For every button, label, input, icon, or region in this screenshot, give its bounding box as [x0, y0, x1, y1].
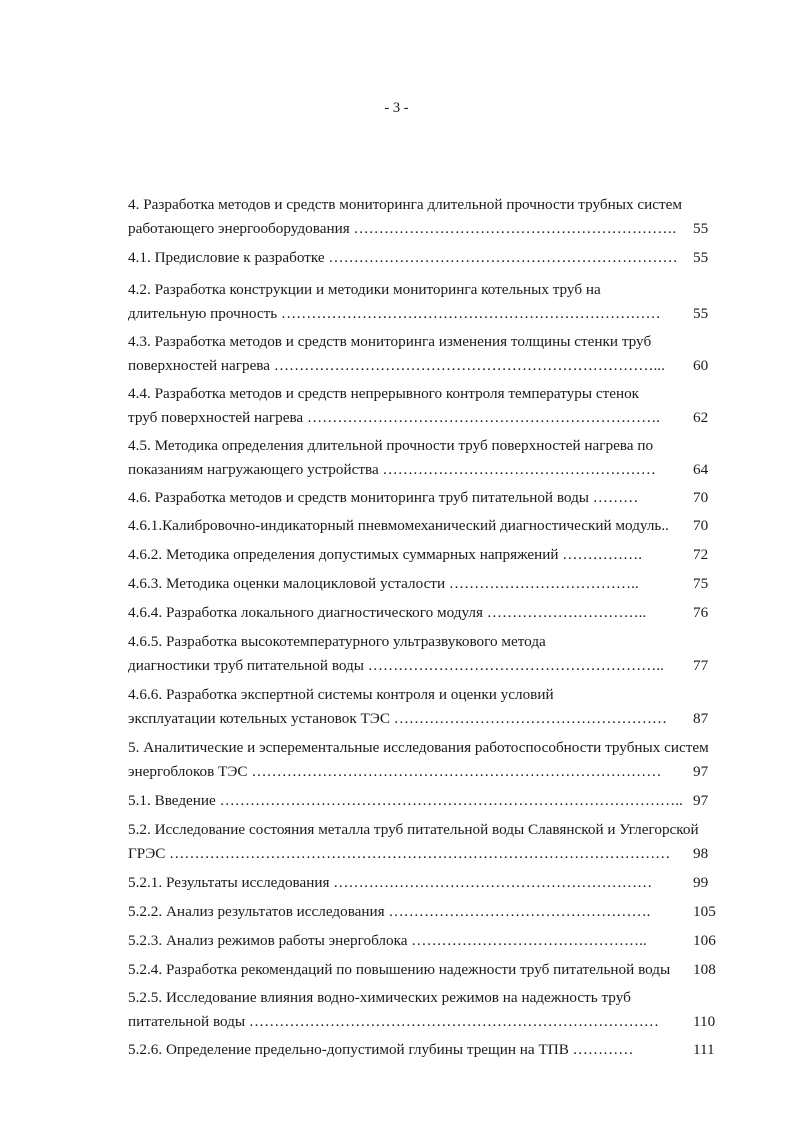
toc-entry[interactable]: [128, 543, 734, 567]
toc-entry[interactable]: [128, 486, 734, 510]
toc-entry-text: 4.6. Разработка методов и средств мониторинга труб питательной воды ………: [128, 489, 639, 506]
toc-page-number: 97: [693, 763, 709, 780]
toc-entry-text: 5.2.3. Анализ режимов работы энергоблока ………………………………………..: [128, 932, 647, 949]
toc-entry-text: 4.5. Методика определения длительной прочности труб поверхностей нагрева по: [128, 437, 654, 454]
toc-page-number: 64: [693, 461, 709, 478]
toc-entry-text: труб поверхностей нагрева …………………………………………………………….: [128, 409, 661, 426]
toc-entry-text: 5.2.5. Исследование влияния водно-химических режимов на надежность труб: [128, 989, 631, 1006]
toc-entry[interactable]: [128, 958, 734, 982]
toc-page-number: 55: [693, 220, 709, 237]
toc-page-number: 55: [693, 305, 709, 322]
toc-page-number: 106: [693, 932, 716, 949]
toc-entry[interactable]: [128, 818, 734, 866]
toc-page-number: 70: [693, 489, 709, 506]
toc-entry[interactable]: [128, 572, 734, 596]
toc-entry-text: 4.1. Предисловие к разработке ……………………………………………………………: [128, 249, 678, 266]
toc-entry-text: 4.6.2. Методика определения допустимых суммарных напряжений …………….: [128, 546, 643, 563]
toc-entry-text: 5.2.4. Разработка рекомендаций по повышению надежности труб питательной воды: [128, 961, 671, 978]
toc-page-number: 108: [693, 961, 716, 978]
toc-page-number: 97: [693, 792, 709, 809]
toc-entry[interactable]: [128, 789, 734, 813]
page-number: - 3 -: [384, 100, 409, 116]
toc-entry-text: 4.3. Разработка методов и средств мониторинга изменения толщины стенки труб: [128, 333, 652, 350]
toc-entry-text: 5.2.6. Определение предельно-допустимой глубины трещин на ТПВ …………: [128, 1041, 634, 1058]
toc-entry-text: эксплуатации котельных установок ТЭС ………………………………………………: [128, 710, 668, 727]
toc-entry[interactable]: [128, 434, 734, 482]
toc-entry-text: 4. Разработка методов и средств мониторинга длительной прочности трубных систем: [128, 196, 682, 213]
toc-entry[interactable]: [128, 601, 734, 625]
toc-entry-text: 4.4. Разработка методов и средств непрерывного контроля температуры стенок: [128, 385, 640, 402]
toc-entry[interactable]: [128, 330, 734, 378]
toc-entry[interactable]: [128, 514, 734, 538]
toc-entry-text: 4.6.4. Разработка локального диагностического модуля …………………………..: [128, 604, 647, 621]
toc-entry-text: 4.2. Разработка конструкции и методики мониторинга котельных труб на: [128, 281, 601, 298]
toc-entry[interactable]: [128, 683, 734, 731]
toc-entry[interactable]: [128, 278, 734, 326]
toc-entry[interactable]: [128, 193, 734, 241]
toc-entry-text: 5.2.2. Анализ результатов исследования …………………………………………….: [128, 903, 651, 920]
toc-page-number: 98: [693, 845, 709, 862]
toc-entry-text: длительную прочность …………………………………………………………………: [128, 305, 661, 322]
toc-entry-text: 4.6.5. Разработка высокотемпературного ультразвукового метода: [128, 633, 546, 650]
toc-page-number: 76: [693, 604, 709, 621]
toc-page-number: 110: [693, 1013, 716, 1030]
toc-page-number: 75: [693, 575, 709, 592]
toc-page-number: 55: [693, 249, 709, 266]
toc-entry[interactable]: [128, 382, 734, 430]
toc-page-number: 105: [693, 903, 716, 920]
toc-entry[interactable]: [128, 1038, 734, 1062]
toc-entry-text: 5.1. Введение ………………………………………………………………………………..: [128, 792, 683, 809]
toc-page-number: 70: [693, 517, 709, 534]
toc-entry-text: 4.6.1.Калибровочно-индикаторный пневмомеханический диагностический модуль..: [128, 517, 669, 534]
toc-entry-text: 5.2. Исследование состояния металла труб питательной воды Славянской и Углегорской: [128, 821, 699, 838]
toc-page-number: 87: [693, 710, 709, 727]
toc-entry[interactable]: [128, 929, 734, 953]
toc-entry[interactable]: [128, 736, 734, 784]
toc-entry[interactable]: [128, 900, 734, 924]
toc-entry[interactable]: [128, 246, 734, 270]
toc-entry[interactable]: [128, 871, 734, 895]
toc-page-number: 77: [693, 657, 709, 674]
toc-entry-text: показаниям нагружающего устройства ………………………………………………: [128, 461, 656, 478]
toc-page-number: 99: [693, 874, 709, 891]
table-of-contents: [128, 193, 734, 1066]
toc-page-number: 111: [693, 1041, 715, 1058]
toc-entry-text: работающего энергооборудования ……………………………………………………….: [128, 220, 677, 237]
toc-entry-text: 4.6.6. Разработка экспертной системы контроля и оценки условий: [128, 686, 554, 703]
toc-page-number: 72: [693, 546, 709, 563]
toc-entry[interactable]: [128, 986, 734, 1034]
toc-entry-text: диагностики труб питательной воды …………………………………………………..: [128, 657, 664, 674]
toc-entry-text: поверхностей нагрева …………………………………………………………………...: [128, 357, 665, 374]
toc-entry[interactable]: [128, 630, 734, 678]
toc-page-number: 62: [693, 409, 709, 426]
toc-entry-text: 5. Аналитические и эсперементальные исследования работоспособности трубных систем: [128, 739, 709, 756]
toc-entry-text: 4.6.3. Методика оценки малоцикловой усталости ………………………………..: [128, 575, 639, 592]
toc-entry-text: 5.2.1. Результаты исследования ………………………………………………………: [128, 874, 653, 891]
toc-entry-text: энергоблоков ТЭС ………………………………………………………………………: [128, 763, 662, 780]
toc-entry-text: питательной воды ………………………………………………………………………: [128, 1013, 659, 1030]
toc-entry-text: ГРЭС ………………………………………………………………………………………: [128, 845, 671, 862]
toc-page-number: 60: [693, 357, 709, 374]
